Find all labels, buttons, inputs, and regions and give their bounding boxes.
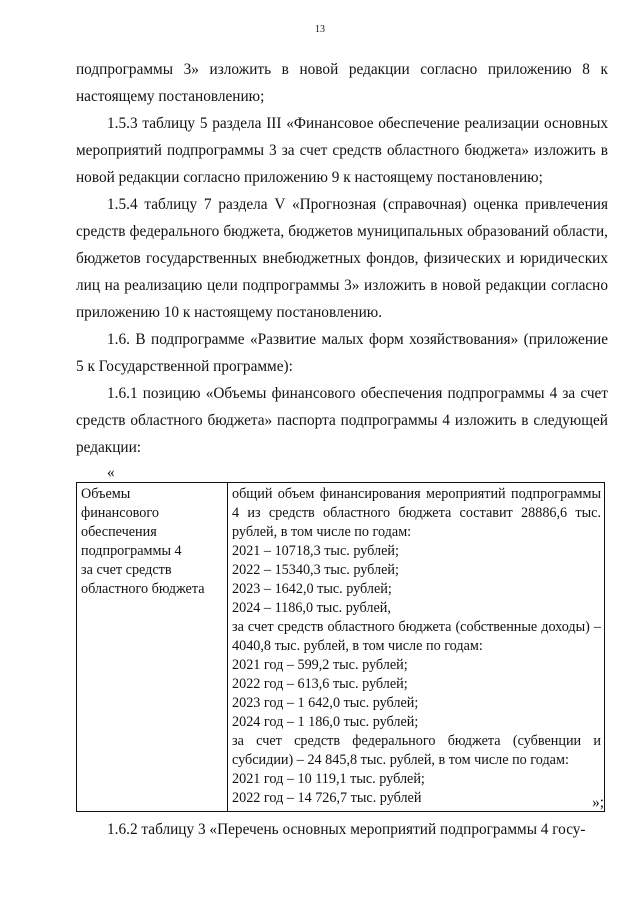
label-line: областного бюджета bbox=[81, 581, 205, 597]
quote-close-mark: »; bbox=[592, 794, 604, 811]
value-line: 2024 – 1186,0 тыс. рублей, bbox=[232, 600, 391, 616]
table-row bbox=[77, 483, 605, 812]
value-line: 2021 год – 599,2 тыс. рублей; bbox=[232, 657, 408, 673]
value-line: 2022 – 15340,3 тыс. рублей; bbox=[232, 562, 399, 578]
label-line: обеспечения bbox=[81, 524, 157, 540]
paragraph-1-6-1: 1.6.1 позицию «Объемы финансового обеспечения подпрограммы 4 за счет средств областного бюджета» паспорта подпрограммы 4 изложить в следующей редакции: bbox=[76, 385, 608, 456]
value-line: 2023 год – 1 642,0 тыс. рублей; bbox=[232, 695, 419, 711]
value-line: 2024 год – 1 186,0 тыс. рублей; bbox=[232, 714, 419, 730]
label-cell bbox=[77, 483, 228, 812]
paragraph-1-5-3: 1.5.3 таблицу 5 раздела III «Финансовое обеспечение реализации основных мероприятий подпрограммы 3 за счет средств областного бюджета» изложить в новой редакции согласно приложению 9 к настоящему постановлению; bbox=[76, 115, 608, 186]
label-line: за счет средств bbox=[81, 562, 172, 578]
label-line: финансового bbox=[81, 505, 159, 521]
quote-open-mark: « bbox=[107, 464, 115, 481]
financing-table bbox=[76, 482, 605, 812]
body-text bbox=[76, 56, 608, 488]
paragraph-1-5-4: 1.5.4 таблицу 7 раздела V «Прогнозная (справочная) оценка привлечения средств федерального бюджета, бюджетов муниципальных образований области, бюджетов государственных внебюджетных фондов, физических и юридических лиц на реализацию цели подпрограммы 3» изложить в новой редакции согласно приложению 10 к настоящему постановлению. bbox=[76, 196, 608, 321]
label-line: Объемы bbox=[81, 486, 131, 502]
page-number: 13 bbox=[315, 24, 325, 35]
paragraph-1-6: 1.6. В подпрограмме «Развитие малых форм хозяйствования» (приложение 5 к Государственной программе): bbox=[76, 331, 608, 375]
paragraph-1-6-2: 1.6.2 таблицу 3 «Перечень основных мероприятий подпрограммы 4 госу- bbox=[107, 821, 586, 838]
value-cell bbox=[228, 483, 605, 812]
value-line: 2021 – 10718,3 тыс. рублей; bbox=[232, 543, 399, 559]
value-line: 2023 – 1642,0 тыс. рублей; bbox=[232, 581, 392, 597]
value-line: 2022 год – 14 726,7 тыс. рублей bbox=[232, 790, 422, 806]
paragraph-continuation: подпрограммы 3» изложить в новой редакции согласно приложению 8 к настоящему постановлению; bbox=[76, 61, 608, 105]
value-line: общий объем финансирования мероприятий подпрограммы 4 из средств областного бюджета составит 28886,6 тыс. рублей, в том числе по годам: bbox=[232, 486, 601, 540]
value-line: 2022 год – 613,6 тыс. рублей; bbox=[232, 676, 408, 692]
value-line: за счет средств областного бюджета (собственные доходы) – 4040,8 тыс. рублей, в том числе по годам: bbox=[232, 619, 601, 654]
label-line: подпрограммы 4 bbox=[81, 543, 182, 559]
value-line: за счет средств федерального бюджета (субвенции и субсидии) – 24 845,8 тыс. рублей, в том числе по годам: bbox=[232, 733, 601, 768]
value-line: 2021 год – 10 119,1 тыс. рублей; bbox=[232, 771, 425, 787]
